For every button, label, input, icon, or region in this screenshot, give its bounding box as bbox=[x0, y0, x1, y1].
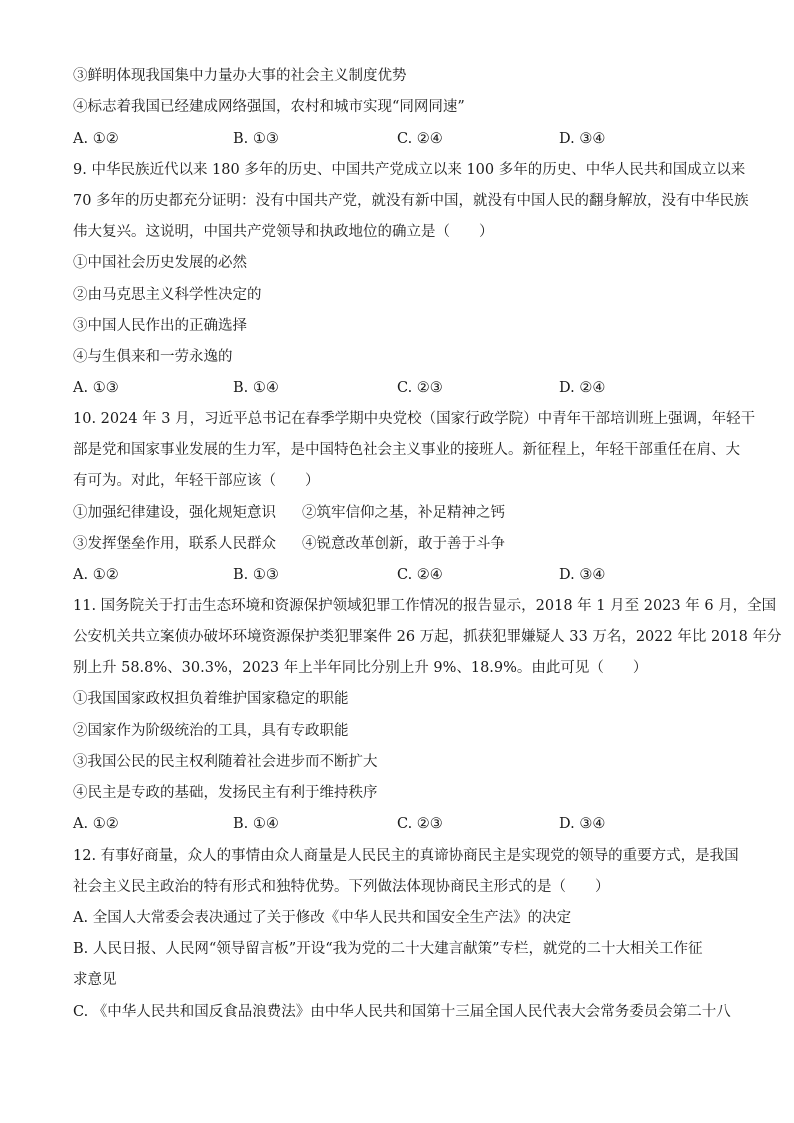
q11-stem-line-3: 别上升 58.8%、30.3%，2023 年上半年同比分别上升 9%、18.9%。由此可见（ ） bbox=[73, 660, 648, 676]
q9-option-c[interactable]: C. ②③ bbox=[397, 380, 443, 396]
q11-statement-4: ④民主是专政的基础，发扬民主有利于维持秩序 bbox=[73, 785, 378, 801]
q9-statement-3: ③中国人民作出的正确选择 bbox=[73, 318, 247, 334]
q10-statement-4: ④锐意改革创新，敢于善于斗争 bbox=[302, 536, 505, 552]
q8-option-b[interactable]: B. ①③ bbox=[233, 131, 279, 147]
q12-stem-line-1: 12. 有事好商量，众人的事情由众人商量是人民民主的真谛协商民主是实现党的领导的重要方式，是我国 bbox=[73, 848, 739, 864]
q10-option-a[interactable]: A. ①② bbox=[73, 567, 119, 583]
q11-option-d[interactable]: D. ③④ bbox=[559, 816, 606, 832]
q9-stem-line-1: 9. 中华民族近代以来 180 多年的历史、中国共产党成立以来 100 多年的历史、中华人民共和国成立以来 bbox=[73, 162, 746, 178]
q8-statement-3: ③鲜明体现我国集中力量办大事的社会主义制度优势 bbox=[73, 68, 407, 84]
q10-statements-row-2 bbox=[73, 534, 724, 554]
q10-statement-1: ①加强纪律建设，强化规矩意识 bbox=[73, 505, 276, 521]
q12-option-b-line-2[interactable]: 求意见 bbox=[73, 972, 117, 988]
q12-stem-line-2: 社会主义民主政治的特有形式和独特优势。下列做法体现协商民主形式的是（ ） bbox=[73, 879, 610, 895]
q10-option-b[interactable]: B. ①③ bbox=[233, 567, 279, 583]
q9-option-b[interactable]: B. ①④ bbox=[233, 380, 279, 396]
q10-options bbox=[73, 565, 733, 585]
q11-option-a[interactable]: A. ①② bbox=[73, 816, 119, 832]
q9-options bbox=[73, 378, 733, 398]
q8-option-c[interactable]: C. ②④ bbox=[397, 131, 443, 147]
q11-option-c[interactable]: C. ②③ bbox=[397, 816, 443, 832]
q10-option-c[interactable]: C. ②④ bbox=[397, 567, 443, 583]
q11-option-b[interactable]: B. ①④ bbox=[233, 816, 279, 832]
q10-stem-line-3: 有可为。对此，年轻干部应该（ ） bbox=[73, 473, 320, 489]
q11-stem-line-2: 公安机关共立案侦办破坏环境资源保护类犯罪案件 26 万起，抓获犯罪嫌疑人 33 万名，2022 年比 2018 年分 bbox=[73, 629, 782, 645]
q9-option-a[interactable]: A. ①③ bbox=[73, 380, 119, 396]
q8-statement-4: ④标志着我国已经建成网络强国，农村和城市实现“同网同速” bbox=[73, 99, 465, 115]
q12-option-b-line-1[interactable]: B. 人民日报、人民网“领导留言板”开设“我为党的二十大建言献策”专栏，就党的二十大相关工作征 bbox=[73, 941, 703, 957]
q12-option-c[interactable]: C. 《中华人民共和国反食品浪费法》由中华人民共和国第十三届全国人民代表大会常务委员会第二十八 bbox=[73, 1004, 731, 1020]
q11-statement-2: ②国家作为阶级统治的工具，具有专政职能 bbox=[73, 723, 349, 739]
q10-stem-line-2: 部是党和国家事业发展的生力军，是中国特色社会主义事业的接班人。新征程上，年轻干部重任在肩、大 bbox=[73, 442, 740, 458]
q10-stem-line-1: 10. 2024 年 3 月，习近平总书记在春季学期中央党校（国家行政学院）中青年干部培训班上强调，年轻干 bbox=[73, 411, 756, 427]
q9-stem-line-3: 伟大复兴。这说明，中国共产党领导和执政地位的确立是（ ） bbox=[73, 224, 494, 240]
q11-statement-3: ③我国公民的民主权利随着社会进步而不断扩大 bbox=[73, 754, 378, 770]
q9-stem-line-2: 70 多年的历史都充分证明：没有中国共产党，就没有新中国，就没有中国人民的翻身解放，没有中华民族 bbox=[73, 193, 749, 209]
q8-option-a[interactable]: A. ①② bbox=[73, 131, 119, 147]
q9-statement-4: ④与生俱来和一劳永逸的 bbox=[73, 349, 233, 365]
q9-statement-2: ②由马克思主义科学性决定的 bbox=[73, 287, 262, 303]
q11-options bbox=[73, 814, 733, 834]
q11-stem-line-1: 11. 国务院关于打击生态环境和资源保护领域犯罪工作情况的报告显示，2018 年 1 月至 2023 年 6 月，全国 bbox=[73, 598, 777, 614]
q8-option-d[interactable]: D. ③④ bbox=[559, 131, 606, 147]
q8-options bbox=[73, 129, 733, 149]
q10-statement-2: ②筑牢信仰之基，补足精神之钙 bbox=[302, 505, 505, 521]
q9-option-d[interactable]: D. ②④ bbox=[559, 380, 606, 396]
q11-statement-1: ①我国国家政权担负着维护国家稳定的职能 bbox=[73, 691, 349, 707]
q9-statement-1: ①中国社会历史发展的必然 bbox=[73, 255, 247, 271]
q10-statements-row-1 bbox=[73, 503, 724, 523]
q10-statement-3: ③发挥堡垒作用，联系人民群众 bbox=[73, 536, 276, 552]
q10-option-d[interactable]: D. ③④ bbox=[559, 567, 606, 583]
q12-option-a[interactable]: A. 全国人大常委会表决通过了关于修改《中华人民共和国安全生产法》的决定 bbox=[73, 910, 572, 926]
